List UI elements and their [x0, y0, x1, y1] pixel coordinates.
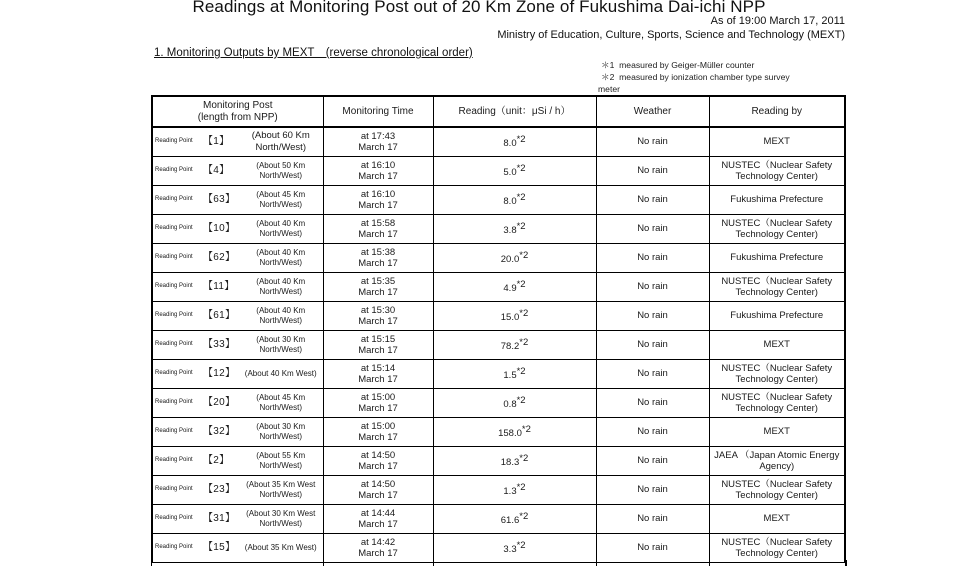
reading-by-cell: MEXT [709, 505, 845, 534]
reading-footnote-mark: *2 [519, 308, 529, 320]
reading-point-number: 【62】 [203, 252, 236, 264]
table-row [152, 127, 845, 157]
reading-by-cell: Fukushima Prefecture [709, 302, 845, 331]
monitoring-time-cell: at 15:35 March 17 [323, 273, 433, 302]
reading-by-cell: MEXT [709, 331, 845, 360]
reading-by-cell: NUSTEC（Nuclear Safety Technology Center) [709, 215, 845, 244]
monitoring-readings-table [151, 95, 846, 563]
reading-footnote-mark: *2 [516, 279, 526, 291]
header-monitoring-post: Monitoring Post (length from NPP) [152, 96, 323, 127]
reading-point-number: 【1】 [203, 136, 230, 148]
monitoring-time-cell: at 15:00 March 17 [323, 418, 433, 447]
reading-cell [433, 476, 596, 505]
monitoring-post-cell [152, 186, 323, 215]
reading-footnote-mark: *2 [521, 424, 531, 436]
note-geiger-muller: ＊1 measured by Geiger-Müller counter [601, 60, 755, 70]
monitoring-post-cell [152, 447, 323, 476]
reading-by-cell: NUSTEC（Nuclear Safety Technology Center) [709, 273, 845, 302]
reading-cell [433, 244, 596, 273]
monitoring-time-cell: at 15:30 March 17 [323, 302, 433, 331]
reading-footnote-mark: *2 [519, 337, 529, 349]
reading-value: 15.0 [500, 312, 520, 324]
distance-from-npp: (About 30 Km North/West) [256, 335, 306, 354]
weather-cell: No rain [596, 360, 709, 389]
reading-value: 5.0 [503, 167, 517, 179]
table-row [152, 273, 845, 302]
reading-point-label: Reading Point [155, 341, 193, 348]
table-row [152, 476, 845, 505]
weather-cell: No rain [596, 273, 709, 302]
reading-cell [433, 447, 596, 476]
reading-point-label: Reading Point [155, 457, 193, 464]
distance-from-npp: (About 30 Km West North/West) [246, 509, 316, 528]
reading-cell [433, 360, 596, 389]
monitoring-post-cell [152, 389, 323, 418]
reading-by-cell: Fukushima Prefecture [709, 186, 845, 215]
reading-value: 61.6 [500, 515, 520, 527]
reading-footnote-mark: *2 [516, 221, 526, 233]
reading-point-number: 【23】 [203, 484, 236, 496]
reading-point-number: 【2】 [203, 455, 230, 467]
monitoring-post-cell [152, 273, 323, 302]
reading-point-label: Reading Point [155, 544, 193, 551]
distance-from-npp: (About 30 Km North/West) [256, 422, 306, 441]
distance-from-npp: (About 55 Km North/West) [256, 451, 306, 470]
reading-point-number: 【20】 [203, 397, 236, 409]
monitoring-post-cell [152, 418, 323, 447]
reading-cell [433, 186, 596, 215]
reading-value: 8.0 [503, 138, 517, 150]
reading-point-label: Reading Point [155, 254, 193, 261]
reading-cell [433, 389, 596, 418]
reading-point-label: Reading Point [155, 399, 193, 406]
reading-point-number: 【61】 [203, 310, 236, 322]
table-border-extension [323, 560, 324, 566]
reading-cell [433, 534, 596, 563]
table-row [152, 418, 845, 447]
note-ionization-chamber-cont: meter [598, 84, 620, 94]
table-row [152, 360, 845, 389]
monitoring-time-cell: at 15:38 March 17 [323, 244, 433, 273]
monitoring-post-cell [152, 360, 323, 389]
reading-footnote-mark: *2 [516, 540, 526, 552]
reading-point-number: 【15】 [203, 542, 236, 554]
reading-cell [433, 418, 596, 447]
section-heading: 1. Monitoring Outputs by MEXT (reverse chronological order) [154, 47, 473, 59]
table-border-extension [151, 560, 152, 566]
reading-by-cell: NUSTEC（Nuclear Safety Technology Center) [709, 157, 845, 186]
header-monitoring-time: Monitoring Time [323, 96, 433, 127]
table-row [152, 244, 845, 273]
distance-from-npp: (About 35 Km West) [244, 543, 317, 552]
monitoring-post-cell [152, 476, 323, 505]
distance-from-npp: (About 40 Km North/West) [256, 277, 306, 296]
monitoring-post-cell [152, 157, 323, 186]
table-row [152, 157, 845, 186]
reading-footnote-mark: *2 [519, 250, 529, 262]
reading-footnote-mark: *2 [516, 395, 526, 407]
distance-from-npp: (About 50 Km North/West) [256, 161, 306, 180]
weather-cell: No rain [596, 331, 709, 360]
reading-by-cell: MEXT [709, 127, 845, 157]
as-of-date: As of 19:00 March 17, 2011 [710, 15, 845, 27]
reading-point-number: 【32】 [203, 426, 236, 438]
distance-from-npp: (About 40 Km North/West) [256, 248, 306, 267]
table-row [152, 505, 845, 534]
reading-value: 1.3 [503, 486, 517, 498]
reading-point-label: Reading Point [155, 196, 193, 203]
reading-cell [433, 302, 596, 331]
weather-cell: No rain [596, 418, 709, 447]
reading-value: 20.0 [500, 254, 520, 266]
reading-point-label: Reading Point [155, 428, 193, 435]
reading-point-label: Reading Point [155, 370, 193, 377]
reading-cell [433, 215, 596, 244]
reading-cell [433, 273, 596, 302]
reading-footnote-mark: *2 [516, 366, 526, 378]
weather-cell: No rain [596, 534, 709, 563]
reading-by-cell: Fukushima Prefecture [709, 244, 845, 273]
reading-by-cell: JAEA （Japan Atomic Energy Agency) [709, 447, 845, 476]
weather-cell: No rain [596, 127, 709, 157]
monitoring-time-cell: at 16:10 March 17 [323, 157, 433, 186]
header-reading-by: Reading by [709, 96, 845, 127]
table-header-row [152, 96, 845, 127]
table-row [152, 331, 845, 360]
table-border-extension [845, 560, 847, 566]
reading-cell [433, 331, 596, 360]
reading-footnote-mark: *2 [516, 163, 526, 175]
table-row [152, 534, 845, 563]
reading-value: 158.0 [498, 428, 522, 440]
weather-cell: No rain [596, 505, 709, 534]
reading-footnote-mark: *2 [519, 453, 529, 465]
weather-cell: No rain [596, 186, 709, 215]
monitoring-time-cell: at 14:50 March 17 [323, 476, 433, 505]
reading-point-label: Reading Point [155, 225, 193, 232]
reading-value: 1.5 [503, 370, 517, 382]
weather-cell: No rain [596, 447, 709, 476]
monitoring-post-cell [152, 244, 323, 273]
monitoring-post-cell [152, 534, 323, 563]
monitoring-time-cell: at 15:15 March 17 [323, 331, 433, 360]
monitoring-post-cell [152, 215, 323, 244]
reading-value: 4.9 [503, 283, 517, 295]
reading-cell [433, 505, 596, 534]
weather-cell: No rain [596, 476, 709, 505]
reading-by-cell: MEXT [709, 418, 845, 447]
distance-from-npp: (About 40 Km West) [244, 369, 317, 378]
document-title: Readings at Monitoring Post out of 20 Km Zone of Fukushima Dai-ichi NPP [192, 0, 766, 16]
reading-point-number: 【63】 [203, 194, 236, 206]
reading-point-number: 【11】 [203, 281, 235, 293]
reading-footnote-mark: *2 [516, 192, 526, 204]
reading-by-cell: NUSTEC（Nuclear Safety Technology Center) [709, 389, 845, 418]
reading-cell [433, 127, 596, 157]
monitoring-time-cell: at 16:10 March 17 [323, 186, 433, 215]
monitoring-time-cell: at 17:43 March 17 [323, 127, 433, 157]
reading-point-label: Reading Point [155, 283, 193, 290]
table-border-extension [433, 560, 434, 566]
reading-footnote-mark: *2 [516, 482, 526, 494]
reading-point-number: 【33】 [203, 339, 236, 351]
weather-cell: No rain [596, 389, 709, 418]
reading-point-label: Reading Point [155, 515, 193, 522]
monitoring-time-cell: at 15:58 March 17 [323, 215, 433, 244]
reading-value: 0.8 [503, 399, 517, 411]
table-row [152, 186, 845, 215]
reading-point-number: 【10】 [203, 223, 236, 235]
monitoring-time-cell: at 14:42 March 17 [323, 534, 433, 563]
weather-cell: No rain [596, 215, 709, 244]
reading-by-cell: NUSTEC（Nuclear Safety Technology Center) [709, 534, 845, 563]
table-row [152, 389, 845, 418]
reading-by-cell: NUSTEC（Nuclear Safety Technology Center) [709, 476, 845, 505]
monitoring-post-cell [152, 127, 323, 157]
note-ionization-chamber: ＊2 measured by ionization chamber type survey [601, 72, 790, 82]
monitoring-time-cell: at 15:00 March 17 [323, 389, 433, 418]
distance-from-npp: (About 45 Km North/West) [256, 393, 306, 412]
reading-value: 78.2 [500, 341, 520, 353]
reading-value: 18.3 [500, 457, 520, 469]
table-row [152, 302, 845, 331]
monitoring-time-cell: at 14:50 March 17 [323, 447, 433, 476]
reading-value: 3.3 [503, 544, 517, 556]
table-border-extension [709, 560, 710, 566]
table-row [152, 215, 845, 244]
reading-point-label: Reading Point [155, 312, 193, 319]
monitoring-post-cell [152, 505, 323, 534]
reading-point-label: Reading Point [155, 167, 193, 174]
reading-value: 8.0 [503, 196, 517, 208]
reading-value: 3.8 [503, 225, 517, 237]
distance-from-npp: (About 60 Km North/West) [251, 130, 310, 153]
footnotes [598, 59, 790, 95]
table-row [152, 447, 845, 476]
weather-cell: No rain [596, 302, 709, 331]
monitoring-post-cell [152, 331, 323, 360]
monitoring-time-cell: at 15:14 March 17 [323, 360, 433, 389]
reading-by-cell: NUSTEC（Nuclear Safety Technology Center) [709, 360, 845, 389]
reading-footnote-mark: *2 [516, 134, 526, 146]
weather-cell: No rain [596, 157, 709, 186]
weather-cell: No rain [596, 244, 709, 273]
reading-point-label: Reading Point [155, 486, 193, 493]
reading-footnote-mark: *2 [519, 511, 529, 523]
distance-from-npp: (About 45 Km North/West) [256, 190, 306, 209]
distance-from-npp: (About 35 Km West North/West) [246, 480, 316, 499]
table-border-extension [596, 560, 597, 566]
ministry-name: Ministry of Education, Culture, Sports, Science and Technology (MEXT) [497, 29, 845, 41]
reading-cell [433, 157, 596, 186]
distance-from-npp: (About 40 Km North/West) [256, 219, 306, 238]
header-weather: Weather [596, 96, 709, 127]
reading-point-number: 【31】 [203, 513, 236, 525]
distance-from-npp: (About 40 Km North/West) [256, 306, 306, 325]
header-reading: Reading（unit：μSi / h） [433, 96, 596, 127]
monitoring-time-cell: at 14:44 March 17 [323, 505, 433, 534]
reading-point-label: Reading Point [155, 138, 193, 145]
reading-point-number: 【4】 [203, 165, 230, 177]
monitoring-post-cell [152, 302, 323, 331]
reading-point-number: 【12】 [203, 368, 236, 380]
